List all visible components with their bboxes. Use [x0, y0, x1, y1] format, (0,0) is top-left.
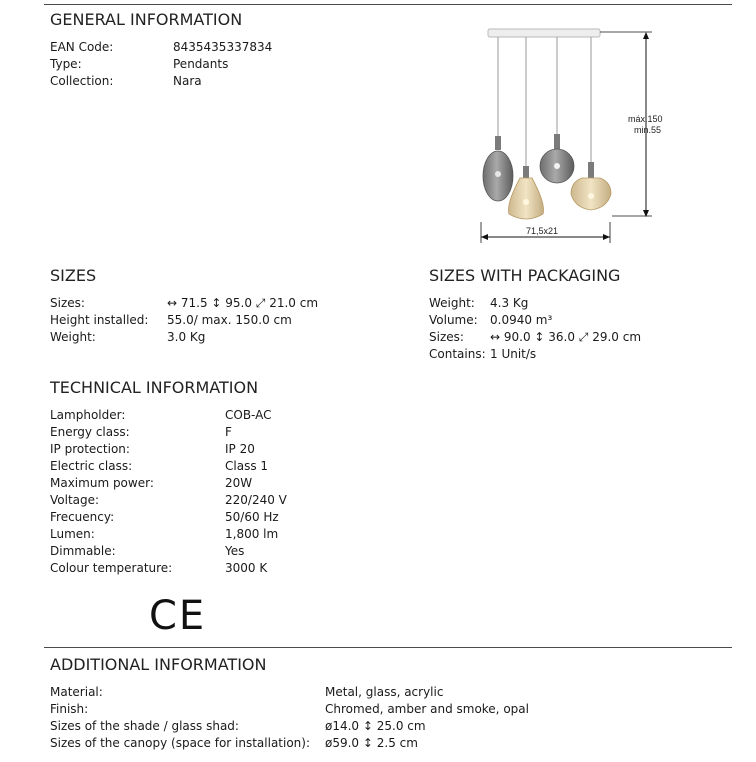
pendant-holder [588, 162, 594, 178]
row-value: IP 20 [225, 442, 255, 456]
pendant-bulb [554, 163, 560, 169]
row-label: Sizes: [429, 330, 464, 344]
width-label: 71,5x21 [526, 226, 559, 236]
row-value: Metal, glass, acrylic [325, 685, 444, 699]
pendant-shade-amber [508, 178, 543, 219]
row-label: Material: [50, 685, 103, 699]
arrowhead [603, 234, 610, 240]
row-value: 220/240 V [225, 493, 287, 507]
row-label: Sizes of the shade / glass shad: [50, 719, 239, 733]
packaging-title: SIZES WITH PACKAGING [429, 266, 621, 285]
canopy-bar [488, 29, 600, 37]
row-label: Collection: [50, 74, 114, 88]
row-label: Weight: [50, 330, 96, 344]
height-label-min: min.55 [634, 125, 662, 135]
row-label: Maximum power: [50, 476, 154, 490]
row-value: Nara [173, 74, 202, 88]
row-label: Energy class: [50, 425, 130, 439]
pendant-holder [554, 134, 560, 150]
row-label: Type: [50, 57, 82, 71]
row-label: Sizes: [50, 296, 85, 310]
technical-information-title: TECHNICAL INFORMATION [50, 378, 259, 397]
row-label: Lumen: [50, 527, 95, 541]
pendant-bulb [588, 193, 594, 199]
row-label: Frecuency: [50, 510, 115, 524]
row-value: 3.0 Kg [167, 330, 206, 344]
product-dimension-drawing [470, 26, 700, 248]
pendant-holder [523, 166, 529, 178]
row-value: Pendants [173, 57, 229, 71]
top-divider [44, 4, 732, 5]
additional-divider [44, 647, 732, 648]
row-value: Class 1 [225, 459, 269, 473]
row-label: Contains: [429, 347, 486, 361]
row-value: 4.3 Kg [490, 296, 529, 310]
row-value: 8435435337834 [173, 40, 273, 54]
row-label: Finish: [50, 702, 89, 716]
pendant-bulb [495, 171, 501, 177]
row-value: 1,800 lm [225, 527, 279, 541]
general-information-title: GENERAL INFORMATION [50, 10, 243, 29]
row-value: 1 Unit/s [490, 347, 537, 361]
row-label: Sizes of the canopy (space for installation): [50, 736, 311, 750]
additional-information-title: ADDITIONAL INFORMATION [50, 655, 267, 674]
row-value: COB-AC [225, 408, 272, 422]
sizes-title: SIZES [50, 266, 97, 285]
row-label: IP protection: [50, 442, 130, 456]
pendant-holder [495, 136, 501, 150]
ce-mark-icon: CE [149, 593, 207, 639]
row-value: 20W [225, 476, 253, 490]
row-label: EAN Code: [50, 40, 114, 54]
row-label: Dimmable: [50, 544, 116, 558]
row-value: ø14.0 ↕ 25.0 cm [325, 719, 426, 733]
row-value: ↔ 71.5 ↕ 95.0 ⤢ 21.0 cm [167, 296, 319, 310]
row-label: Electric class: [50, 459, 133, 473]
row-value: 50/60 Hz [225, 510, 279, 524]
row-value: ø59.0 ↕ 2.5 cm [325, 736, 418, 750]
row-value: ↔ 90.0 ↕ 36.0 ⤢ 29.0 cm [490, 330, 642, 344]
row-label: Height installed: [50, 313, 149, 327]
row-label: Lampholder: [50, 408, 126, 422]
row-value: 3000 K [225, 561, 268, 575]
row-label: Voltage: [50, 493, 100, 507]
row-value: F [225, 425, 232, 439]
row-label: Volume: [429, 313, 478, 327]
row-label: Weight: [429, 296, 475, 310]
row-value: Yes [225, 544, 245, 558]
height-label-max: máx.150 [628, 114, 663, 124]
pendant-bulb [523, 199, 529, 205]
arrowhead [643, 32, 649, 39]
arrowhead [481, 234, 488, 240]
row-value: 0.0940 m³ [490, 313, 553, 327]
row-label: Colour temperature: [50, 561, 173, 575]
row-value: 55.0/ max. 150.0 cm [167, 313, 292, 327]
row-value: Chromed, amber and smoke, opal [325, 702, 529, 716]
